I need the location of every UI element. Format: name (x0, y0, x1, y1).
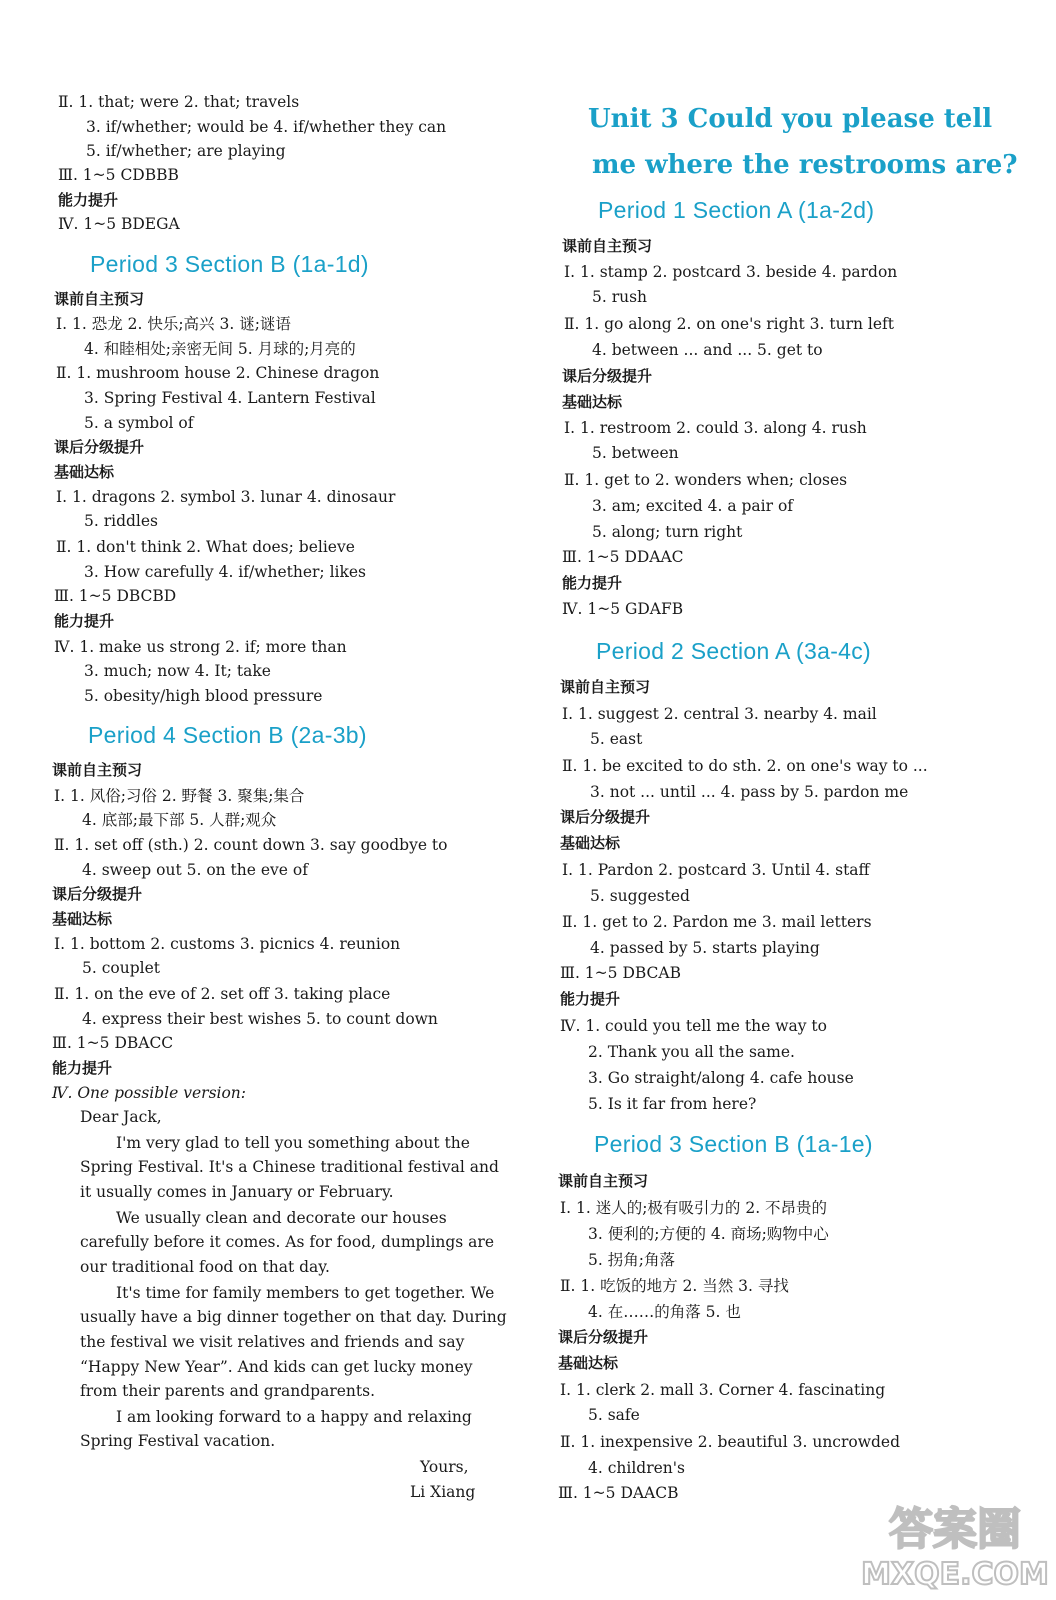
right-line-31: 能力提升 (560, 990, 621, 1008)
right-line-32: Ⅳ. 1. could you tell me the way to (560, 1017, 827, 1035)
right-line-8: 课后分级提升 (562, 367, 653, 385)
right-line-0: Unit 3 Could you please tell (588, 104, 993, 134)
left-line-28: Ⅱ. 1. set off (sth.) 2. count down 3. say goodbye to (54, 836, 448, 854)
right-line-47: Ⅱ. 1. inexpensive 2. beautiful 3. uncrowded (560, 1433, 901, 1451)
right-line-19: 课前自主预习 (560, 678, 651, 696)
left-line-50: from their parents and grandparents. (80, 1382, 376, 1400)
left-line-8: Ⅰ. 1. 恐龙 2. 快乐;高兴 3. 谜;谜语 (56, 315, 291, 333)
right-line-48: 4. children's (588, 1459, 685, 1477)
right-line-12: Ⅱ. 1. get to 2. wonders when; closes (564, 471, 848, 489)
right-line-27: 5. suggested (590, 887, 690, 905)
right-line-39: 3. 便利的;方便的 4. 商场;购物中心 (588, 1225, 829, 1243)
right-line-22: Ⅱ. 1. be excited to do sth. 2. on one's way to ... (562, 757, 928, 775)
left-line-38: Ⅳ. One possible version: (52, 1084, 247, 1102)
left-line-20: 能力提升 (54, 612, 115, 630)
right-line-20: Ⅰ. 1. suggest 2. central 3. nearby 4. mail (562, 705, 877, 723)
right-line-18: Period 2 Section A (3a-4c) (596, 638, 872, 664)
left-line-22: 3. much; now 4. It; take (84, 662, 271, 680)
left-line-6: Period 3 Section B (1a-1d) (90, 251, 369, 277)
left-line-17: Ⅱ. 1. don't think 2. What does; believe (56, 538, 355, 556)
left-line-29: 4. sweep out 5. on the eve of (82, 861, 308, 879)
right-line-26: Ⅰ. 1. Pardon 2. postcard 3. Until 4. staff (562, 861, 870, 879)
left-line-12: 5. a symbol of (84, 414, 194, 432)
left-line-15: Ⅰ. 1. dragons 2. symbol 3. lunar 4. dinosaur (56, 488, 396, 506)
right-line-35: 5. Is it far from here? (588, 1095, 757, 1113)
left-line-24: Period 4 Section B (2a-3b) (88, 722, 367, 748)
left-line-32: Ⅰ. 1. bottom 2. customs 3. picnics 4. reunion (54, 935, 401, 953)
right-line-43: 课后分级提升 (558, 1328, 649, 1346)
left-line-23: 5. obesity/high blood pressure (84, 687, 323, 705)
right-line-13: 3. am; excited 4. a pair of (592, 497, 794, 515)
right-line-9: 基础达标 (562, 393, 623, 411)
left-line-54: Li Xiang (410, 1483, 476, 1501)
right-line-1: me where the restrooms are? (592, 150, 1018, 180)
left-line-37: 能力提升 (52, 1059, 113, 1077)
left-line-21: Ⅳ. 1. make us strong 2. if; more than (54, 638, 347, 656)
left-line-5: Ⅳ. 1~5 BDEGA (58, 215, 180, 233)
right-line-45: Ⅰ. 1. clerk 2. mall 3. Corner 4. fascinating (560, 1381, 886, 1399)
left-line-48: the festival we visit relatives and friends and say (80, 1333, 465, 1351)
left-line-46: It's time for family members to get together. We (116, 1284, 495, 1302)
right-line-16: 能力提升 (562, 574, 623, 592)
left-line-47: usually have a big dinner together on that day. During (80, 1308, 507, 1326)
left-line-41: Spring Festival. It's a Chinese traditional festival and (80, 1158, 499, 1176)
left-line-39: Dear Jack, (80, 1108, 162, 1126)
left-line-40: I'm very glad to tell you something about the (116, 1134, 470, 1152)
left-line-0: Ⅱ. 1. that; were 2. that; travels (58, 93, 300, 111)
left-line-25: 课前自主预习 (52, 761, 143, 779)
left-line-34: Ⅱ. 1. on the eve of 2. set off 3. taking place (54, 985, 391, 1003)
right-line-11: 5. between (592, 444, 679, 462)
right-line-29: 4. passed by 5. starts playing (590, 939, 820, 957)
left-line-10: Ⅱ. 1. mushroom house 2. Chinese dragon (56, 364, 380, 382)
left-line-1: 3. if/whether; would be 4. if/whether they can (86, 118, 447, 136)
left-line-9: 4. 和睦相处;亲密无间 5. 月球的;月亮的 (84, 340, 356, 358)
right-line-25: 基础达标 (560, 834, 621, 852)
right-line-42: 4. 在……的角落 5. 也 (588, 1303, 741, 1321)
right-line-2: Period 1 Section A (1a-2d) (598, 197, 875, 223)
left-line-36: Ⅲ. 1~5 DBACC (52, 1034, 174, 1052)
right-line-15: Ⅲ. 1~5 DDAAC (562, 548, 684, 566)
right-line-38: Ⅰ. 1. 迷人的;极有吸引力的 2. 不昂贵的 (560, 1199, 828, 1217)
left-line-35: 4. express their best wishes 5. to count down (82, 1010, 438, 1028)
right-line-40: 5. 拐角;角落 (588, 1251, 675, 1269)
watermark-logo (860, 1492, 1050, 1592)
right-line-3: 课前自主预习 (562, 237, 653, 255)
left-line-27: 4. 底部;最下部 5. 人群;观众 (82, 811, 277, 829)
left-line-26: Ⅰ. 1. 风俗;习俗 2. 野餐 3. 聚集;集合 (54, 787, 305, 805)
left-line-45: our traditional food on that day. (80, 1258, 330, 1276)
left-line-4: 能力提升 (58, 191, 119, 209)
right-line-37: 课前自主预习 (558, 1172, 649, 1190)
left-line-53: Yours, (420, 1458, 469, 1476)
left-line-19: Ⅲ. 1~5 DBCBD (54, 587, 177, 605)
right-line-17: Ⅳ. 1~5 GDAFB (562, 600, 684, 618)
left-line-31: 基础达标 (52, 910, 113, 928)
right-line-23: 3. not ... until ... 4. pass by 5. pardon me (590, 783, 909, 801)
right-line-30: Ⅲ. 1~5 DBCAB (560, 964, 681, 982)
right-line-5: 5. rush (592, 288, 648, 306)
left-line-18: 3. How carefully 4. if/whether; likes (84, 563, 367, 581)
left-line-52: Spring Festival vacation. (80, 1432, 276, 1450)
right-line-10: Ⅰ. 1. restroom 2. could 3. along 4. rush (564, 419, 867, 437)
left-line-30: 课后分级提升 (52, 885, 143, 903)
right-line-6: Ⅱ. 1. go along 2. on one's right 3. turn left (564, 315, 895, 333)
left-line-51: I am looking forward to a happy and relaxing (116, 1408, 472, 1426)
left-line-14: 基础达标 (54, 463, 115, 481)
left-line-3: Ⅲ. 1~5 CDBBB (58, 166, 179, 184)
right-line-21: 5. east (590, 730, 643, 748)
right-line-4: Ⅰ. 1. stamp 2. postcard 3. beside 4. pardon (564, 263, 898, 281)
right-line-33: 2. Thank you all the same. (588, 1043, 795, 1061)
watermark-top-text: 答案圈 (889, 1504, 1021, 1555)
right-line-28: Ⅱ. 1. get to 2. Pardon me 3. mail letters (562, 913, 872, 931)
right-line-7: 4. between ... and ... 5. get to (592, 341, 823, 359)
left-line-7: 课前自主预习 (54, 290, 145, 308)
left-line-42: it usually comes in January or February. (80, 1183, 394, 1201)
watermark-bottom-text: MXQE.COM (861, 1557, 1049, 1592)
right-line-41: Ⅱ. 1. 吃饭的地方 2. 当然 3. 寻找 (560, 1277, 789, 1295)
right-line-36: Period 3 Section B (1a-1e) (594, 1131, 873, 1157)
right-line-24: 课后分级提升 (560, 808, 651, 826)
left-line-43: We usually clean and decorate our houses (116, 1209, 447, 1227)
right-line-44: 基础达标 (558, 1354, 619, 1372)
left-line-44: carefully before it comes. As for food, dumplings are (80, 1233, 495, 1251)
right-line-14: 5. along; turn right (592, 523, 743, 541)
left-line-16: 5. riddles (84, 512, 159, 530)
left-line-49: “Happy New Year”. And kids can get lucky money (80, 1358, 473, 1376)
right-line-34: 3. Go straight/along 4. cafe house (588, 1069, 854, 1087)
left-line-11: 3. Spring Festival 4. Lantern Festival (84, 389, 376, 407)
left-line-2: 5. if/whether; are playing (86, 142, 286, 160)
right-line-49: Ⅲ. 1~5 DAACB (558, 1484, 679, 1502)
right-line-46: 5. safe (588, 1406, 640, 1424)
left-line-13: 课后分级提升 (54, 438, 145, 456)
left-line-33: 5. couplet (82, 959, 160, 977)
